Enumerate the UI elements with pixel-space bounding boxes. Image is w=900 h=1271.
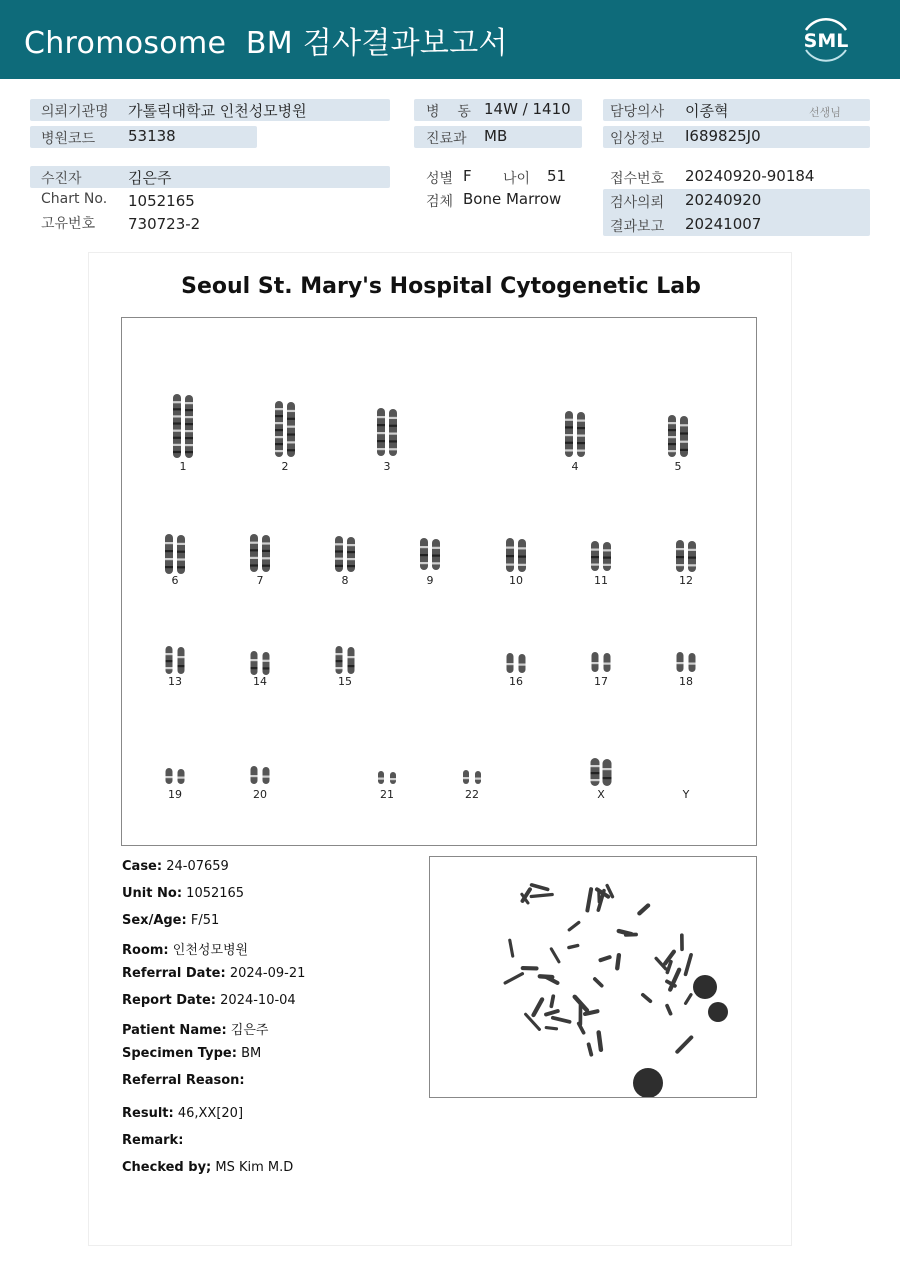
- metaphase-chromosome: [686, 955, 691, 974]
- metaphase-chromosome: [677, 1037, 691, 1051]
- chromosome-label: 4: [571, 460, 579, 473]
- pill-patient: [30, 166, 390, 188]
- checked-value: MS Kim M.D: [215, 1160, 294, 1175]
- chromosome-18-b: [689, 653, 696, 672]
- chromosome-3-b: [389, 409, 397, 456]
- chromosome-label: 11: [594, 574, 608, 587]
- age-label: 나이: [503, 171, 531, 187]
- metaphase-chromosome: [510, 940, 513, 956]
- metaphase-chromosome: [546, 1011, 558, 1015]
- ward-value: 14W / 1410: [484, 100, 571, 118]
- chromosome-label: 3: [383, 460, 391, 473]
- chromosome-20-a: [251, 766, 258, 784]
- chromosome-17-b: [604, 653, 611, 672]
- room-line: [122, 939, 248, 958]
- report-date-line: [122, 993, 296, 1008]
- patient-label: 수진자: [41, 171, 82, 187]
- unique-value: 730723-2: [128, 215, 201, 233]
- chromosome-18-a: [677, 652, 684, 672]
- chart-value: 1052165: [128, 192, 195, 210]
- patient-value: 김은주: [128, 169, 172, 187]
- checked-label: Checked by;: [122, 1160, 212, 1175]
- chromosome-label: 15: [338, 675, 352, 688]
- chromosome-label: 9: [426, 574, 434, 587]
- patient-name-label: Patient Name:: [122, 1023, 227, 1038]
- result-label: Result:: [122, 1106, 174, 1121]
- metaphase-chromosome: [531, 895, 552, 897]
- chromosome-8-b: [347, 537, 355, 572]
- doctor-suffix: 선생님: [809, 106, 841, 119]
- referral-date-label: Referral Date:: [122, 966, 226, 981]
- chromosome-label: 17: [594, 675, 608, 688]
- metaphase-chromosome: [540, 976, 552, 977]
- receipt-label: 접수번호: [610, 171, 665, 187]
- chromosome-22-b: [475, 771, 481, 784]
- unit-value: 1052165: [186, 886, 245, 901]
- logo-text: SML: [803, 30, 849, 52]
- karyotype-image: [122, 318, 758, 847]
- request-value: 20240920: [685, 191, 762, 209]
- result-value: 46,XX[20]: [177, 1106, 244, 1121]
- chromosome-label: X: [597, 788, 605, 801]
- chromosome-7-a: [250, 534, 258, 572]
- referral-date-value: 2024-09-21: [229, 966, 306, 981]
- unit-label: Unit No:: [122, 886, 183, 901]
- referral-reason-label: Referral Reason:: [122, 1073, 245, 1088]
- doctor-value: 이종혁: [685, 102, 729, 120]
- chromosome-7-b: [262, 535, 270, 572]
- doctor-label: 담당의사: [610, 104, 665, 120]
- specimen-type-label: Specimen Type:: [122, 1046, 237, 1061]
- sex-label: 성별: [426, 171, 454, 187]
- chromosome-label: 6: [171, 574, 179, 587]
- unique-label: 고유번호: [41, 216, 96, 232]
- metaphase-chromosome: [553, 1018, 570, 1022]
- chromosome-5-a: [668, 415, 676, 457]
- patient-name-value: 김은주: [230, 1023, 269, 1038]
- specimen-type-line: [122, 1046, 261, 1061]
- metaphase-chromosome: [534, 999, 543, 1015]
- chromosome-label: Y: [682, 788, 690, 801]
- chromosome-16-b: [519, 654, 526, 673]
- chromosome-21-a: [378, 771, 384, 784]
- chromosome-3-a: [377, 408, 385, 456]
- case-label: Case:: [122, 859, 163, 874]
- sexage-line: [122, 913, 219, 928]
- metaphase-chromosome: [617, 955, 619, 968]
- result-line: [122, 1106, 243, 1121]
- chromosome-label: 10: [509, 574, 523, 587]
- sml-logo: [796, 12, 856, 66]
- metaphase-chromosome: [595, 979, 602, 986]
- chromosome-14-a: [251, 651, 258, 675]
- chromosome-15-b: [348, 647, 355, 674]
- chromosome-2-b: [287, 402, 295, 457]
- hospital-code-value: 53138: [128, 127, 176, 145]
- case-line: [122, 859, 229, 874]
- lab-title: Seoul St. Mary's Hospital Cytogenetic Lab: [181, 274, 701, 299]
- specimen-type-value: BM: [241, 1046, 262, 1061]
- interphase-nucleus: [708, 1002, 728, 1022]
- metaphase-chromosome: [686, 995, 691, 1004]
- chromosome-1-a: [173, 394, 181, 458]
- report-date-value: 2024-10-04: [220, 993, 296, 1008]
- sml-logo-icon: [796, 12, 856, 66]
- age-value: 51: [547, 167, 567, 185]
- metaphase-chromosome: [619, 931, 632, 934]
- chromosome-label: 19: [168, 788, 182, 801]
- chromosome-label: 18: [679, 675, 693, 688]
- metaphase-chromosome: [589, 1044, 592, 1054]
- remark-label: Remark:: [122, 1133, 184, 1148]
- ward-label: 병 동: [426, 104, 471, 120]
- chromosome-16-a: [507, 653, 514, 673]
- metaphase-image: [430, 857, 757, 1098]
- clinical-label: 임상정보: [610, 131, 665, 147]
- chromosome-17-a: [592, 652, 599, 672]
- metaphase-chromosome: [532, 885, 548, 889]
- chromosome-12-a: [676, 540, 684, 572]
- chromosome-13-b: [178, 647, 185, 674]
- chromosome-label: 21: [380, 788, 394, 801]
- metaphase-chromosome: [569, 945, 578, 947]
- chromosome-6-b: [177, 535, 185, 574]
- chromosome-13-a: [166, 646, 173, 674]
- chromosome-10-b: [518, 539, 526, 572]
- chromosome-19-a: [166, 768, 173, 784]
- metaphase-chromosome: [639, 905, 648, 913]
- institution-value: 가톨릭대학교 인천성모병원: [128, 102, 307, 120]
- unit-line: [122, 886, 244, 901]
- chromosome-10-a: [506, 538, 514, 572]
- chromosome-label: 16: [509, 675, 523, 688]
- chromosome-9-b: [432, 539, 440, 570]
- metaphase-chromosome: [505, 974, 522, 983]
- hospital-code-label: 병원코드: [41, 131, 96, 147]
- chromosome-label: 8: [341, 574, 349, 587]
- chromosome-label: 12: [679, 574, 693, 587]
- report-date-label: Report Date:: [122, 993, 217, 1008]
- metaphase-chromosome: [667, 1006, 670, 1014]
- chromosome-14-b: [263, 652, 270, 675]
- institution-label: 의뢰기관명: [41, 104, 109, 120]
- chromosome-5-b: [680, 416, 688, 457]
- chromosome-11-b: [603, 542, 611, 571]
- remark-line: [122, 1133, 183, 1148]
- referral-date-line: [122, 966, 305, 981]
- dept-value: MB: [484, 127, 508, 145]
- chromosome-label: 7: [256, 574, 264, 587]
- chromosome-9-a: [420, 538, 428, 570]
- interphase-nucleus: [633, 1068, 663, 1098]
- chromosome-label: 14: [253, 675, 267, 688]
- receipt-value: 20240920-90184: [685, 167, 815, 185]
- chromosome-6-a: [165, 534, 173, 574]
- chromosome-8-a: [335, 536, 343, 572]
- chromosome-label: 1: [179, 460, 187, 473]
- chart-label: Chart No.: [41, 191, 108, 207]
- sexage-value: F/51: [190, 913, 220, 928]
- metaphase-chromosome: [579, 1024, 584, 1033]
- chromosome-X-a: [591, 758, 600, 786]
- report-title: Chromosome BM 검사결과보고서: [24, 26, 508, 61]
- report-value: 20241007: [685, 215, 762, 233]
- room-label: Room:: [122, 943, 169, 958]
- interphase-nucleus: [693, 975, 717, 999]
- metaphase-panel: [429, 856, 757, 1098]
- case-value: 24-07659: [166, 859, 229, 874]
- chromosome-4-a: [565, 411, 573, 457]
- chromosome-label: 5: [674, 460, 682, 473]
- metaphase-chromosome: [599, 1032, 601, 1049]
- chromosome-12-b: [688, 541, 696, 572]
- metaphase-chromosome: [569, 922, 579, 929]
- chromosome-label: 13: [168, 675, 182, 688]
- chromosome-1-b: [185, 395, 193, 458]
- checked-line: [122, 1160, 293, 1175]
- report-label: 결과보고: [610, 219, 665, 235]
- metaphase-chromosome: [600, 957, 609, 960]
- chromosome-4-b: [577, 412, 585, 457]
- clinical-value: I689825J0: [685, 127, 761, 145]
- specimen-value: Bone Marrow: [463, 190, 562, 208]
- metaphase-chromosome: [546, 1028, 556, 1029]
- metaphase-chromosome: [585, 1011, 597, 1014]
- specimen-label: 검체: [426, 194, 454, 210]
- metaphase-chromosome: [551, 949, 559, 962]
- patient-name-line: [122, 1019, 268, 1038]
- chromosome-label: 22: [465, 788, 479, 801]
- metaphase-chromosome: [587, 889, 591, 910]
- chromosome-label: 20: [253, 788, 267, 801]
- referral-reason-line: [122, 1073, 245, 1088]
- karyotype-panel: [121, 317, 757, 846]
- dept-label: 진료과: [426, 131, 467, 147]
- chromosome-20-b: [263, 767, 270, 784]
- room-value: 인천성모병원: [172, 943, 249, 958]
- chromosome-22-a: [463, 770, 469, 784]
- header-bar: [0, 0, 900, 79]
- chromosome-X-b: [603, 759, 612, 786]
- chromosome-label: 2: [281, 460, 289, 473]
- chromosome-19-b: [178, 769, 185, 784]
- chromosome-2-a: [275, 401, 283, 457]
- chromosome-11-a: [591, 541, 599, 571]
- metaphase-chromosome: [551, 996, 553, 1006]
- sex-value: F: [463, 167, 472, 185]
- sexage-label: Sex/Age:: [122, 913, 187, 928]
- request-label: 검사의뢰: [610, 195, 665, 211]
- chromosome-21-b: [390, 772, 396, 784]
- metaphase-chromosome: [643, 995, 651, 1001]
- chromosome-15-a: [336, 646, 343, 674]
